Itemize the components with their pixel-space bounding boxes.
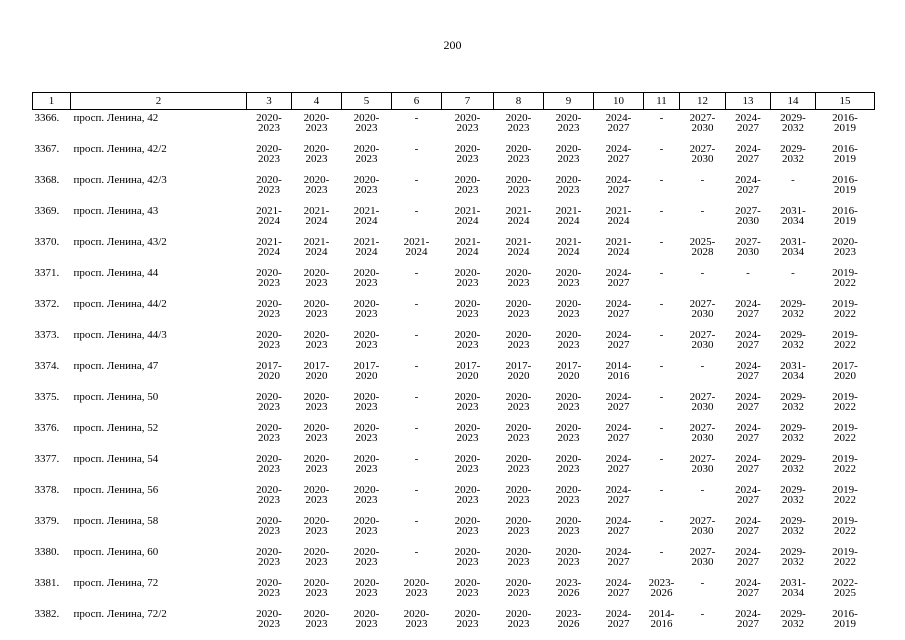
period-cell: 2020- 2023 [454, 577, 481, 599]
period-cell: 2031- 2034 [780, 205, 806, 227]
period-cell: 2020- 2023 [256, 143, 282, 165]
period-cell: - [659, 236, 664, 248]
period-cell: 2020- 2023 [454, 453, 481, 475]
period-cell: 2020- 2023 [555, 143, 582, 165]
table-row [33, 265, 875, 296]
period-cell: 2029- 2032 [780, 608, 806, 630]
period-cell: 2020- 2023 [555, 267, 582, 289]
period-cell: 2020- 2023 [454, 174, 481, 196]
column-header-2: 2 [71, 93, 247, 110]
period-cell: 2020- 2023 [256, 546, 282, 568]
period-cell: 2021- 2024 [555, 205, 582, 227]
column-header-3: 3 [247, 93, 292, 110]
period-cell: 2024- 2027 [605, 267, 632, 289]
table-row [33, 296, 875, 327]
table-row [33, 606, 875, 637]
period-cell: - [791, 267, 795, 279]
column-header-1: 1 [33, 93, 71, 110]
period-cell: 2020- 2023 [454, 112, 481, 134]
period-cell: - [659, 205, 664, 217]
row-number: 3379. [34, 515, 60, 527]
period-cell: 2020- 2023 [505, 484, 532, 506]
period-cell: 2020- 2023 [505, 422, 532, 444]
period-cell: 2020- 2023 [303, 174, 330, 196]
period-cell: 2020- 2023 [303, 143, 330, 165]
period-cell: - [659, 112, 664, 124]
period-cell: 2020- 2023 [353, 143, 380, 165]
period-cell: 2024- 2027 [605, 143, 632, 165]
period-cell: - [659, 143, 664, 155]
table-row [33, 234, 875, 265]
period-cell: 2021- 2024 [353, 205, 380, 227]
period-cell: 2029- 2032 [780, 329, 806, 351]
period-cell: - [659, 422, 664, 434]
period-cell: 2024- 2027 [605, 546, 632, 568]
table-row [33, 544, 875, 575]
period-cell: 2020- 2023 [505, 391, 532, 413]
table-body [33, 110, 875, 638]
period-cell: 2020- 2023 [505, 577, 532, 599]
period-cell: 2020- 2023 [303, 329, 330, 351]
period-cell: 2023- 2026 [555, 608, 582, 630]
period-cell: 2024- 2027 [605, 329, 632, 351]
period-cell: 2016- 2019 [832, 205, 858, 227]
period-cell: 2029- 2032 [780, 515, 806, 537]
period-cell: - [659, 329, 664, 341]
address-cell: просп. Ленина, 52 [73, 422, 159, 434]
table-row [33, 482, 875, 513]
period-cell: - [414, 360, 419, 372]
period-cell: 2027- 2030 [735, 236, 761, 258]
column-header-11: 11 [644, 93, 680, 110]
period-cell: - [700, 608, 705, 620]
period-cell: - [414, 453, 419, 465]
row-number: 3371. [34, 267, 60, 279]
period-cell: 2027- 2030 [689, 391, 716, 413]
row-number: 3377. [34, 453, 60, 465]
period-cell: 2019- 2022 [832, 484, 858, 506]
address-cell: просп. Ленина, 43 [73, 205, 159, 217]
period-cell: 2020- 2023 [353, 484, 380, 506]
period-cell: 2024- 2027 [735, 298, 761, 320]
period-cell: 2020- 2023 [454, 267, 481, 289]
period-cell: 2024- 2027 [605, 298, 632, 320]
address-cell: просп. Ленина, 44/3 [73, 329, 167, 341]
column-header-12: 12 [680, 93, 726, 110]
period-cell: 2016- 2019 [832, 174, 858, 196]
period-cell: 2020- 2023 [303, 267, 330, 289]
period-cell: 2020- 2023 [832, 236, 858, 258]
period-cell: 2020- 2023 [505, 112, 532, 134]
period-cell: 2020- 2023 [303, 422, 330, 444]
period-cell: 2020- 2023 [303, 577, 330, 599]
address-cell: просп. Ленина, 60 [73, 546, 159, 558]
column-header-14: 14 [771, 93, 816, 110]
period-cell: 2021- 2024 [353, 236, 380, 258]
period-cell: 2020- 2023 [303, 453, 330, 475]
row-number: 3376. [34, 422, 60, 434]
period-cell: 2024- 2027 [735, 608, 761, 630]
period-cell: 2024- 2027 [735, 360, 761, 382]
period-cell: - [414, 422, 419, 434]
period-cell: - [659, 174, 664, 186]
period-cell: - [659, 546, 664, 558]
period-cell: 2020- 2023 [454, 143, 481, 165]
row-number: 3370. [34, 236, 60, 248]
period-cell: 2020- 2023 [555, 298, 582, 320]
period-cell: 2020- 2023 [505, 329, 532, 351]
period-cell: 2019- 2022 [832, 515, 858, 537]
period-cell: 2029- 2032 [780, 391, 806, 413]
period-cell: - [659, 484, 664, 496]
period-cell: - [414, 112, 419, 124]
period-cell: 2021- 2024 [605, 236, 632, 258]
period-cell: 2020- 2023 [454, 391, 481, 413]
period-cell: 2020- 2023 [256, 484, 282, 506]
table-row [33, 141, 875, 172]
period-cell: 2020- 2023 [303, 608, 330, 630]
period-cell: 2021- 2024 [303, 236, 330, 258]
period-cell: 2020- 2023 [505, 515, 532, 537]
period-cell: 2024- 2027 [735, 174, 761, 196]
period-cell: 2024- 2027 [735, 391, 761, 413]
period-cell: 2020- 2023 [303, 546, 330, 568]
period-cell: 2020- 2023 [555, 453, 582, 475]
table-row [33, 575, 875, 606]
period-cell: 2020- 2023 [303, 298, 330, 320]
period-cell: 2020- 2023 [303, 484, 330, 506]
period-cell: 2020- 2023 [353, 174, 380, 196]
period-cell: - [659, 391, 664, 403]
period-cell: 2020- 2023 [505, 546, 532, 568]
period-cell: 2019- 2022 [832, 453, 858, 475]
period-cell: 2021- 2024 [555, 236, 582, 258]
period-cell: 2027- 2030 [689, 453, 716, 475]
period-cell: 2020- 2023 [505, 174, 532, 196]
column-header-10: 10 [594, 93, 644, 110]
period-cell: 2016- 2019 [832, 608, 858, 630]
table-row [33, 451, 875, 482]
period-cell: 2020- 2023 [555, 391, 582, 413]
period-cell: - [659, 298, 664, 310]
period-cell: 2020- 2023 [505, 608, 532, 630]
period-cell: - [700, 360, 705, 372]
period-cell: 2029- 2032 [780, 484, 806, 506]
period-cell: 2019- 2022 [832, 329, 858, 351]
period-cell: 2020- 2023 [256, 174, 282, 196]
period-cell: 2021- 2024 [256, 236, 282, 258]
period-cell: 2021- 2024 [605, 205, 632, 227]
period-cell: 2024- 2027 [735, 143, 761, 165]
period-cell: - [414, 174, 419, 186]
period-cell: 2019- 2022 [832, 422, 858, 444]
period-cell: 2021- 2024 [454, 236, 481, 258]
period-cell: 2020- 2023 [353, 391, 380, 413]
period-cell: 2031- 2034 [780, 360, 806, 382]
period-cell: 2020- 2023 [353, 546, 380, 568]
period-cell: 2020- 2023 [353, 298, 380, 320]
period-cell: 2027- 2030 [689, 422, 716, 444]
row-number: 3382. [34, 608, 60, 620]
period-cell: - [659, 360, 664, 372]
column-header-13: 13 [726, 93, 771, 110]
period-cell: 2027- 2030 [689, 298, 716, 320]
period-cell: 2020- 2023 [454, 329, 481, 351]
period-cell: 2020- 2023 [256, 298, 282, 320]
period-cell: 2027- 2030 [689, 546, 716, 568]
period-cell: 2017- 2020 [555, 360, 582, 382]
period-cell: 2019- 2022 [832, 298, 858, 320]
table-row [33, 389, 875, 420]
column-header-4: 4 [292, 93, 342, 110]
period-cell: 2020- 2023 [454, 608, 481, 630]
period-cell: 2017- 2020 [505, 360, 532, 382]
period-cell: 2016- 2019 [832, 112, 858, 134]
period-cell: 2029- 2032 [780, 112, 806, 134]
period-cell: 2020- 2023 [353, 608, 380, 630]
period-cell: 2020- 2023 [454, 546, 481, 568]
row-number: 3374. [34, 360, 60, 372]
row-number: 3366. [34, 112, 60, 124]
period-cell: 2027- 2030 [689, 112, 716, 134]
period-cell: 2027- 2030 [689, 143, 716, 165]
period-cell: 2020- 2023 [353, 422, 380, 444]
row-number: 3367. [34, 143, 60, 155]
period-cell: 2029- 2032 [780, 453, 806, 475]
period-cell: 2024- 2027 [605, 608, 632, 630]
row-number: 3373. [34, 329, 60, 341]
period-cell: 2020- 2023 [303, 112, 330, 134]
period-cell: - [746, 267, 750, 279]
period-cell: - [414, 515, 419, 527]
address-cell: просп. Ленина, 56 [73, 484, 159, 496]
period-cell: 2019- 2022 [832, 546, 858, 568]
period-cell: 2024- 2027 [735, 515, 761, 537]
period-cell: 2017- 2020 [303, 360, 330, 382]
period-cell: 2020- 2023 [353, 515, 380, 537]
period-cell: 2020- 2023 [353, 453, 380, 475]
row-number: 3372. [34, 298, 60, 310]
column-header-6: 6 [392, 93, 442, 110]
address-cell: просп. Ленина, 42/2 [73, 143, 167, 155]
period-cell: 2020- 2023 [555, 515, 582, 537]
period-cell: 2025- 2028 [689, 236, 716, 258]
period-cell: 2020- 2023 [256, 453, 282, 475]
period-cell: 2020- 2023 [303, 515, 330, 537]
period-cell: 2017- 2020 [256, 360, 282, 382]
table-row [33, 327, 875, 358]
period-cell: 2020- 2023 [555, 422, 582, 444]
period-cell: - [659, 453, 664, 465]
period-cell: 2024- 2027 [605, 515, 632, 537]
period-cell: 2023- 2026 [555, 577, 582, 599]
period-cell: 2020- 2023 [555, 174, 582, 196]
period-cell: - [700, 174, 705, 186]
period-cell: - [414, 205, 419, 217]
period-cell: 2029- 2032 [780, 422, 806, 444]
address-cell: просп. Ленина, 54 [73, 453, 159, 465]
period-cell: 2020- 2023 [353, 112, 380, 134]
address-cell: просп. Ленина, 42 [73, 112, 159, 124]
period-cell: 2027- 2030 [689, 329, 716, 351]
period-cell: 2024- 2027 [735, 546, 761, 568]
period-cell: 2019- 2022 [832, 267, 858, 289]
period-cell: 2020- 2023 [303, 391, 330, 413]
period-cell: 2024- 2027 [735, 484, 761, 506]
column-header-15: 15 [816, 93, 875, 110]
period-cell: 2020- 2023 [353, 577, 380, 599]
schedule-table [32, 92, 875, 637]
address-cell: просп. Ленина, 44/2 [73, 298, 167, 310]
period-cell: 2029- 2032 [780, 546, 806, 568]
column-header-8: 8 [494, 93, 544, 110]
period-cell: 2029- 2032 [780, 298, 806, 320]
period-cell: 2024- 2027 [735, 422, 761, 444]
period-cell: 2020- 2023 [256, 515, 282, 537]
row-number: 3380. [34, 546, 60, 558]
period-cell: 2020- 2023 [555, 484, 582, 506]
period-cell: 2020- 2023 [353, 329, 380, 351]
period-cell: - [414, 391, 419, 403]
table-row [33, 110, 875, 142]
period-cell: 2020- 2023 [403, 577, 430, 599]
period-cell: 2020- 2023 [256, 267, 282, 289]
column-header-7: 7 [442, 93, 494, 110]
period-cell: 2020- 2023 [555, 329, 582, 351]
period-cell: 2020- 2023 [454, 484, 481, 506]
period-cell: 2020- 2023 [505, 298, 532, 320]
column-header-5: 5 [342, 93, 392, 110]
period-cell: 2017- 2020 [832, 360, 858, 382]
page-number: 200 [443, 38, 462, 52]
period-cell: 2021- 2024 [303, 205, 330, 227]
period-cell: 2020- 2023 [256, 391, 282, 413]
period-cell: - [700, 484, 705, 496]
address-cell: просп. Ленина, 72 [73, 577, 159, 589]
address-cell: просп. Ленина, 42/3 [73, 174, 167, 186]
period-cell: 2031- 2034 [780, 236, 806, 258]
period-cell: 2022- 2025 [832, 577, 858, 599]
period-cell: 2020- 2023 [256, 329, 282, 351]
row-number: 3375. [34, 391, 60, 403]
period-cell: 2020- 2023 [454, 422, 481, 444]
period-cell: 2020- 2023 [505, 143, 532, 165]
period-cell: 2019- 2022 [832, 391, 858, 413]
row-number: 3381. [34, 577, 60, 589]
period-cell: 2024- 2027 [605, 453, 632, 475]
table-row [33, 513, 875, 544]
period-cell: - [700, 205, 705, 217]
period-cell: 2017- 2020 [454, 360, 481, 382]
period-cell: 2021- 2024 [454, 205, 481, 227]
period-cell: - [700, 267, 705, 279]
period-cell: 2024- 2027 [605, 422, 632, 444]
row-number: 3369. [34, 205, 60, 217]
period-cell: - [414, 298, 419, 310]
period-cell: - [659, 515, 664, 527]
period-cell: 2020- 2023 [256, 608, 282, 630]
period-cell: - [414, 546, 419, 558]
period-cell: 2031- 2034 [780, 577, 806, 599]
period-cell: - [700, 577, 705, 589]
period-cell: 2021- 2024 [505, 236, 532, 258]
column-header-9: 9 [544, 93, 594, 110]
period-cell: 2020- 2023 [353, 267, 380, 289]
row-number: 3368. [34, 174, 60, 186]
period-cell: 2014- 2016 [605, 360, 632, 382]
period-cell: 2020- 2023 [555, 112, 582, 134]
period-cell: 2020- 2023 [454, 298, 481, 320]
period-cell: 2024- 2027 [735, 329, 761, 351]
period-cell: 2020- 2023 [555, 546, 582, 568]
period-cell: - [791, 174, 795, 186]
period-cell: 2027- 2030 [689, 515, 716, 537]
period-cell: 2024- 2027 [605, 174, 632, 196]
period-cell: - [414, 143, 419, 155]
header-row [33, 93, 875, 110]
period-cell: - [414, 484, 419, 496]
period-cell: 2020- 2023 [505, 453, 532, 475]
period-cell: 2016- 2019 [832, 143, 858, 165]
period-cell: 2020- 2023 [256, 422, 282, 444]
period-cell: 2021- 2024 [256, 205, 282, 227]
period-cell: - [659, 267, 664, 279]
period-cell: 2029- 2032 [780, 143, 806, 165]
period-cell: 2020- 2023 [403, 608, 430, 630]
period-cell: 2014- 2016 [648, 608, 675, 630]
period-cell: 2020- 2023 [454, 515, 481, 537]
period-cell: 2017- 2020 [353, 360, 380, 382]
address-cell: просп. Ленина, 72/2 [73, 608, 167, 620]
period-cell: 2021- 2024 [505, 205, 532, 227]
period-cell: 2021- 2024 [403, 236, 430, 258]
address-cell: просп. Ленина, 58 [73, 515, 159, 527]
period-cell: 2023- 2026 [648, 577, 675, 599]
row-number: 3378. [34, 484, 60, 496]
table-row [33, 172, 875, 203]
period-cell: 2027- 2030 [735, 205, 761, 227]
period-cell: 2024- 2027 [605, 577, 632, 599]
address-cell: просп. Ленина, 50 [73, 391, 159, 403]
period-cell: 2024- 2027 [735, 453, 761, 475]
address-cell: просп. Ленина, 47 [73, 360, 159, 372]
period-cell: 2020- 2023 [256, 112, 282, 134]
period-cell: 2024- 2027 [735, 112, 761, 134]
period-cell: - [414, 329, 419, 341]
period-cell: 2024- 2027 [605, 484, 632, 506]
table-row [33, 358, 875, 389]
period-cell: 2020- 2023 [505, 267, 532, 289]
period-cell: 2024- 2027 [605, 112, 632, 134]
address-cell: просп. Ленина, 44 [73, 267, 159, 279]
period-cell: 2020- 2023 [256, 577, 282, 599]
period-cell: - [414, 267, 419, 279]
period-cell: 2024- 2027 [605, 391, 632, 413]
table-row [33, 420, 875, 451]
table-row [33, 203, 875, 234]
period-cell: 2024- 2027 [735, 577, 761, 599]
address-cell: просп. Ленина, 43/2 [73, 236, 167, 248]
